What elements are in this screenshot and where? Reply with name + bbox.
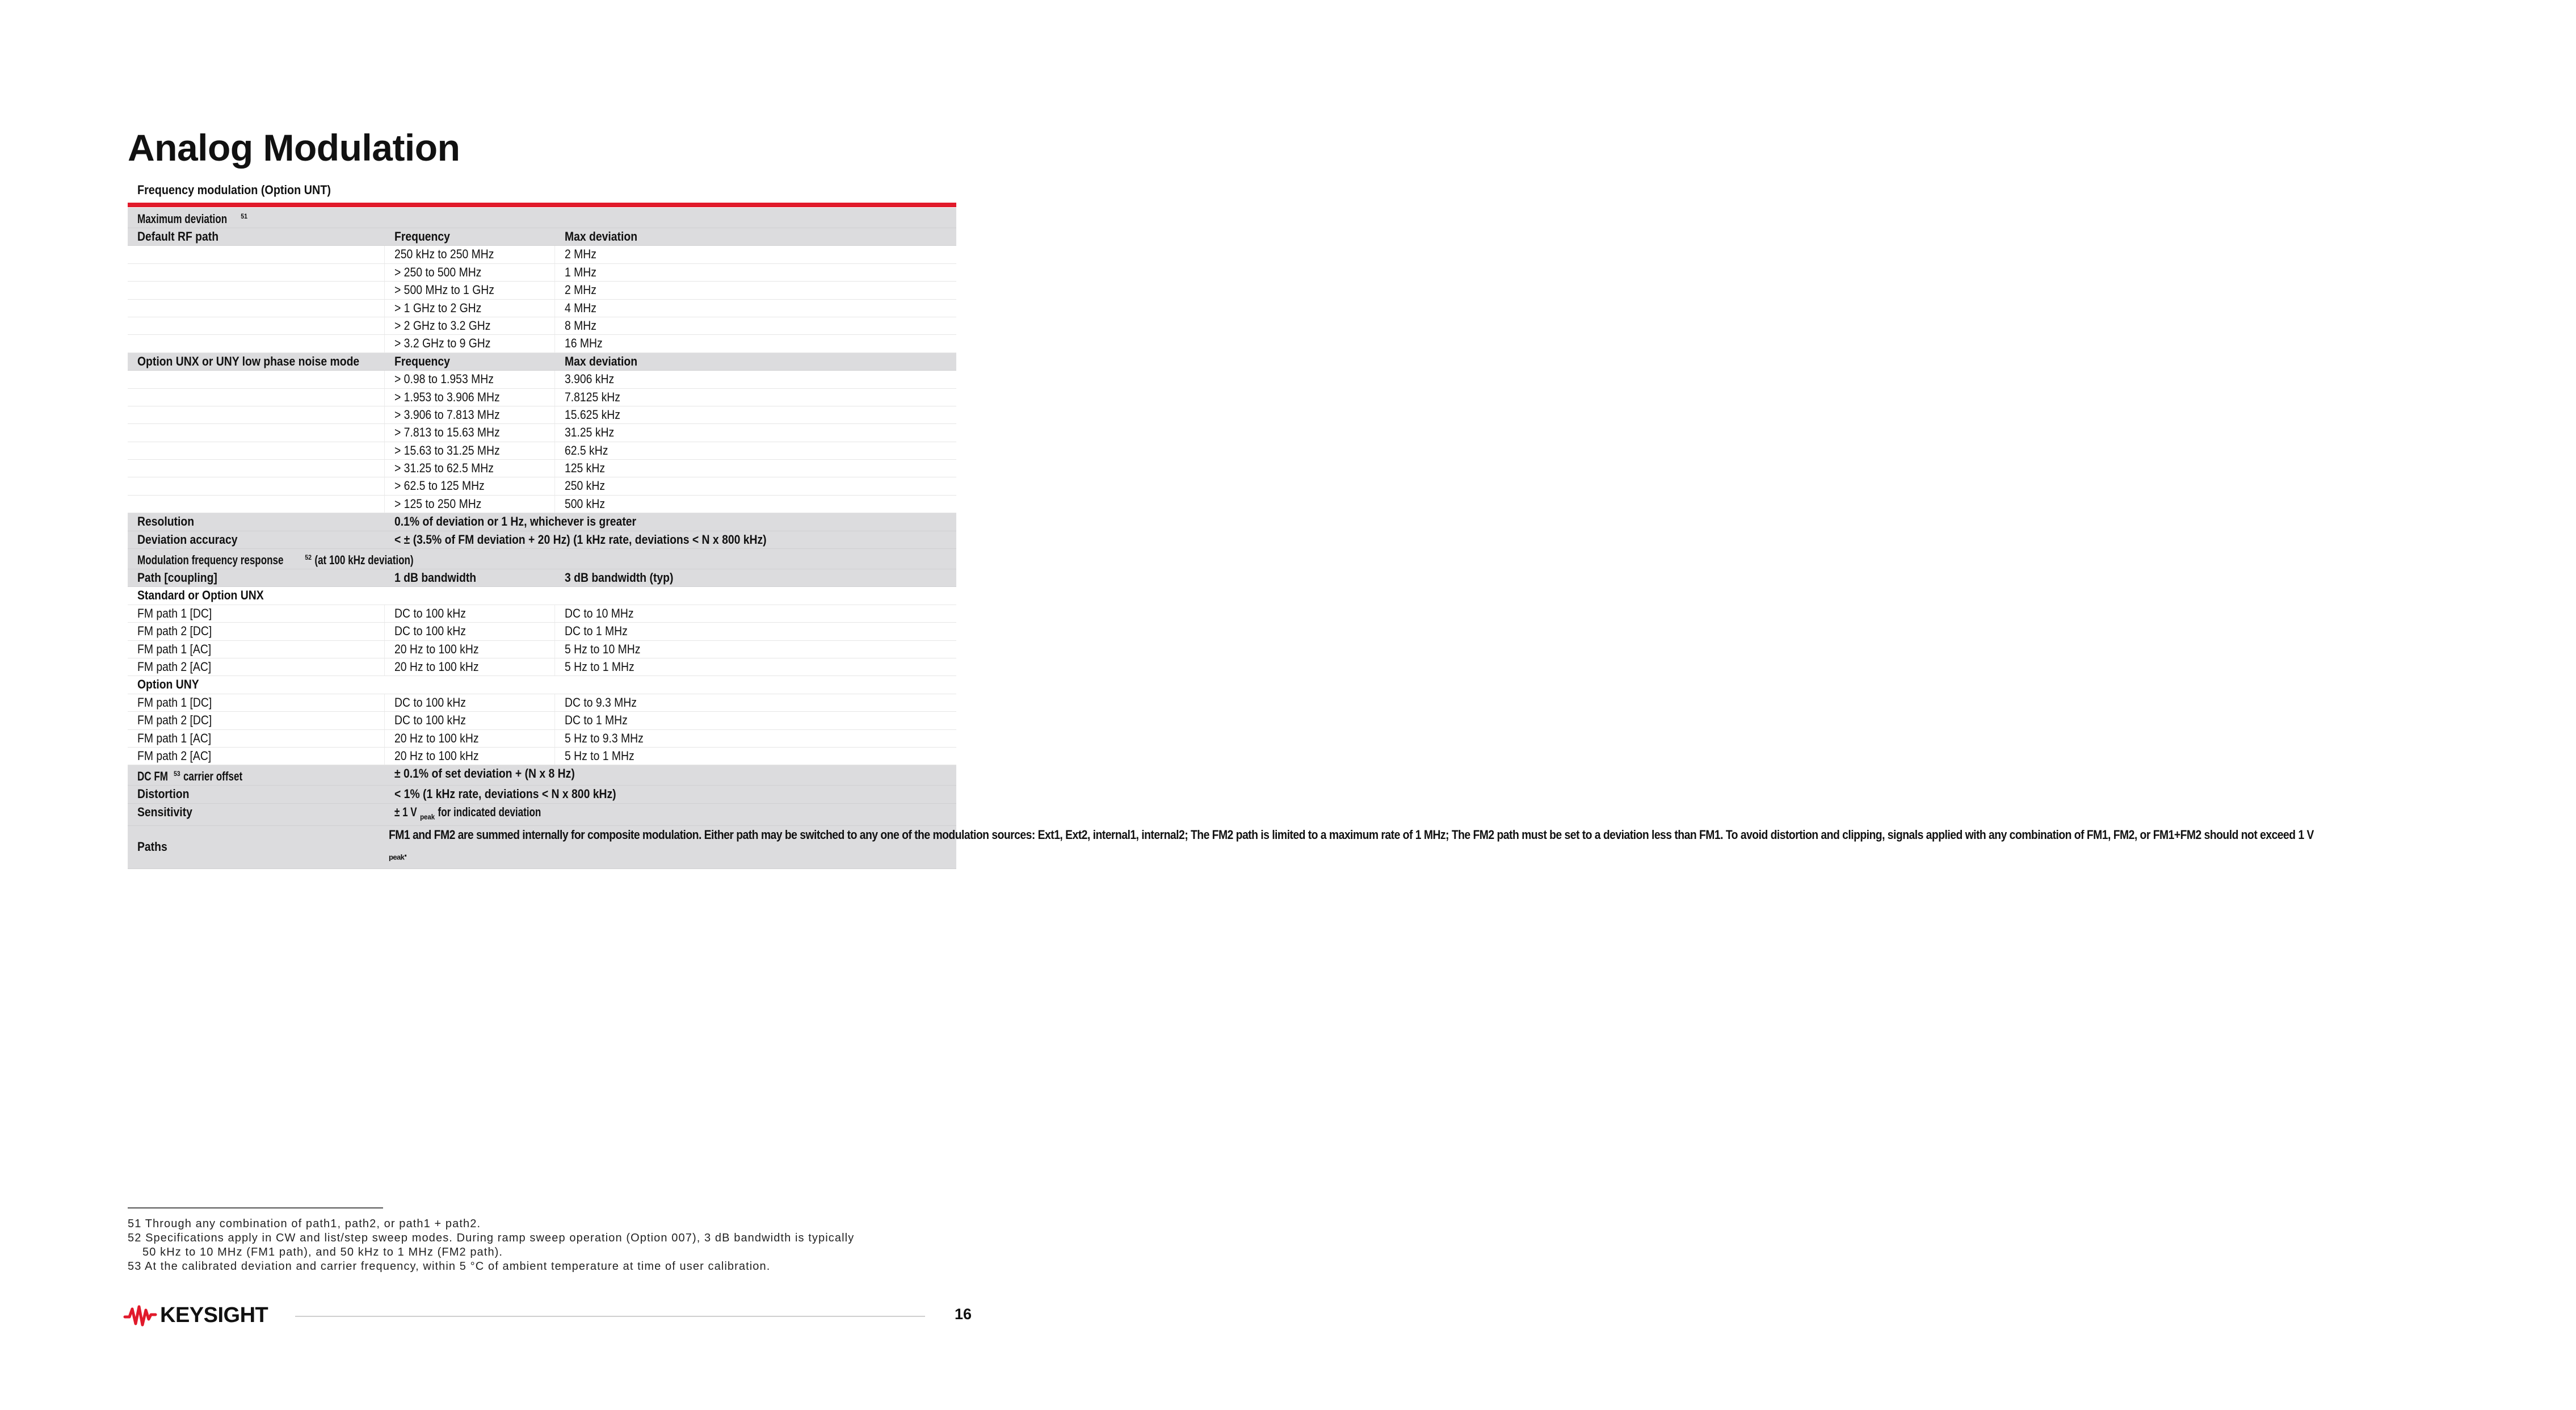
table-cell <box>128 406 385 423</box>
header-text: Option UNX or UNY low phase noise mode <box>137 354 360 368</box>
table-cell <box>555 442 956 459</box>
fm-path-row <box>128 712 956 729</box>
table-cell <box>385 496 555 513</box>
table-cell <box>555 389 956 406</box>
fm-path-name: FM path 2 [AC] <box>137 748 212 763</box>
spec-label: Sensitivity <box>137 804 192 819</box>
footnote-continuation: 50 kHz to 10 MHz (FM1 path), and 50 kHz to 1 MHz (FM2 path). <box>142 1246 503 1258</box>
max-deviation-value: 7.8125 kHz <box>565 389 620 404</box>
table-cell <box>555 658 956 675</box>
max-deviation-value: 1 MHz <box>565 265 596 279</box>
low-phase-noise-header <box>128 353 956 371</box>
table-cell <box>385 786 956 803</box>
table-cell <box>128 623 385 640</box>
sensitivity-row <box>128 804 956 826</box>
table-caption: Frequency modulation (Option UNT) <box>137 183 331 197</box>
bandwidth-1db: 20 Hz to 100 kHz <box>394 641 479 656</box>
table-cell <box>128 826 379 868</box>
bandwidth-3db: 5 Hz to 9.3 MHz <box>565 731 644 745</box>
max-deviation-value: 500 kHz <box>565 496 606 511</box>
header-text: Max deviation <box>565 229 638 244</box>
option-group-row <box>128 587 956 605</box>
low-phase-noise-row <box>128 442 956 460</box>
table-cell <box>555 353 956 370</box>
footnote-ref: 53 <box>173 770 180 778</box>
table-cell <box>128 658 385 675</box>
value-subscript: peak <box>420 812 435 821</box>
bandwidth-3db: DC to 9.3 MHz <box>565 695 637 710</box>
table-cell <box>128 694 385 711</box>
low-phase-noise-row <box>128 477 956 495</box>
footnote-ref: 52 <box>305 553 312 562</box>
table-cell <box>128 641 385 658</box>
table-cell <box>385 228 555 245</box>
max-deviation-value: 4 MHz <box>565 300 596 315</box>
table-cell <box>128 264 385 281</box>
max-deviation-label <box>137 208 247 228</box>
header-text: Path [coupling] <box>137 570 217 585</box>
table-cell <box>385 531 956 548</box>
table-cell <box>555 317 956 334</box>
table-cell <box>555 748 956 765</box>
table-cell <box>128 804 385 825</box>
table-cell <box>385 712 555 729</box>
fm-path-name: FM path 2 [AC] <box>137 659 212 674</box>
table-cell <box>385 353 555 370</box>
table-cell <box>128 389 385 406</box>
table-cell <box>555 406 956 423</box>
footnote-text: 52 Specifications apply in CW and list/step sweep modes. During ramp sweep operation (Option 007), 3 dB bandwidth is typically <box>128 1232 855 1244</box>
bandwidth-3db: 5 Hz to 1 MHz <box>565 659 634 674</box>
default-rf-row <box>128 317 956 335</box>
table-cell <box>555 282 956 299</box>
table-cell <box>385 335 555 352</box>
frequency-range: > 31.25 to 62.5 MHz <box>394 461 494 476</box>
table-cell <box>555 569 956 586</box>
paths-text: FM1 and FM2 are summed internally for composite modulation. Either path may be switched to any one of the modulation sources: Ext1, Ext2, internal1, internal2; The FM2 path is limited to a maximum rate of 1 MHz; The FM2 path must be set to a deviation less than FM1. To avoid distortion and clipping, signals applied with any combination of FM1, FM2, or FM1+FM2 should not exceed 1 V <box>389 828 2314 842</box>
table-cell <box>555 424 956 441</box>
header-text: Frequency <box>394 229 450 244</box>
table-cell <box>385 371 555 388</box>
table-cell <box>128 748 385 765</box>
table-cell <box>385 623 555 640</box>
brand-name: KEYSIGHT <box>160 1303 268 1327</box>
frequency-range: 250 kHz to 250 MHz <box>394 247 494 262</box>
table-cell <box>555 641 956 658</box>
bandwidth-1db: DC to 100 kHz <box>394 606 466 620</box>
table-cell <box>385 641 555 658</box>
table-cell <box>385 605 555 622</box>
mod-freq-response-row <box>128 549 956 569</box>
table-cell <box>385 513 956 530</box>
table-cell <box>555 300 956 317</box>
header-text: Max deviation <box>565 354 638 368</box>
label-text: Maximum deviation <box>137 212 228 226</box>
table-cell <box>128 353 385 370</box>
distortion-row <box>128 786 956 803</box>
max-deviation-value: 125 kHz <box>565 461 606 476</box>
spec-label: Paths <box>137 840 167 854</box>
table-cell <box>128 496 385 513</box>
fm-path-row <box>128 641 956 658</box>
page-title: Analog Modulation <box>128 127 460 169</box>
bandwidth-1db: 20 Hz to 100 kHz <box>394 731 479 745</box>
label-text: Modulation frequency response <box>137 553 284 568</box>
spec-table <box>128 208 2314 869</box>
footnote-rule <box>128 1207 383 1208</box>
table-cell <box>555 460 956 477</box>
bandwidth-1db: DC to 100 kHz <box>394 713 466 728</box>
default-rf-row <box>128 264 956 282</box>
dc-fm-label <box>137 765 250 785</box>
spec-value: < ± (3.5% of FM deviation + 20 Hz) (1 kHz rate, deviations < N x 800 kHz) <box>394 532 767 547</box>
low-phase-noise-row <box>128 406 956 424</box>
fm-path-name: FM path 1 [AC] <box>137 731 212 745</box>
table-cell <box>128 549 956 569</box>
max-deviation-value: 15.625 kHz <box>565 407 620 422</box>
max-deviation-value: 2 MHz <box>565 247 596 262</box>
spec-value: < 1% (1 kHz rate, deviations < N x 800 kHz) <box>394 787 616 801</box>
frequency-range: > 15.63 to 31.25 MHz <box>394 443 500 458</box>
table-cell <box>555 605 956 622</box>
option-group-name: Option UNY <box>137 677 199 692</box>
frequency-range: > 125 to 250 MHz <box>394 496 482 511</box>
footnote-text: 51 Through any combination of path1, path2, or path1 + path2. <box>128 1218 481 1230</box>
label-suffix: (at 100 kHz deviation) <box>314 553 414 568</box>
fm-path-row <box>128 748 956 765</box>
fm-path-name: FM path 1 [DC] <box>137 695 212 710</box>
bandwidth-1db: DC to 100 kHz <box>394 624 466 639</box>
table-cell <box>385 246 555 263</box>
table-cell <box>128 513 385 530</box>
table-cell <box>128 317 385 334</box>
frequency-range: > 7.813 to 15.63 MHz <box>394 425 500 440</box>
max-deviation-value: 2 MHz <box>565 283 596 297</box>
bandwidth-1db: DC to 100 kHz <box>394 695 466 710</box>
keysight-logo <box>124 1303 268 1328</box>
default-rf-path-header <box>128 228 956 246</box>
table-cell <box>555 246 956 263</box>
header-text: Frequency <box>394 354 450 368</box>
low-phase-noise-row <box>128 496 956 513</box>
frequency-range: > 62.5 to 125 MHz <box>394 479 485 493</box>
table-cell <box>385 748 555 765</box>
default-rf-row <box>128 335 956 352</box>
footnote-ref: 51 <box>241 212 248 220</box>
spec-value: 0.1% of deviation or 1 Hz, whichever is greater <box>394 514 637 529</box>
table-cell <box>385 765 956 785</box>
table-cell <box>385 442 555 459</box>
table-cell <box>555 335 956 352</box>
fm-path-row <box>128 658 956 676</box>
paths-description <box>389 826 2314 868</box>
default-rf-row <box>128 300 956 317</box>
bandwidth-3db: DC to 1 MHz <box>565 713 628 728</box>
max-deviation-value: 31.25 kHz <box>565 425 615 440</box>
max-deviation-value: 16 MHz <box>565 336 603 351</box>
table-cell <box>385 264 555 281</box>
table-cell <box>128 371 385 388</box>
table-cell <box>128 712 385 729</box>
table-cell <box>128 765 385 785</box>
table-cell <box>128 730 385 747</box>
table-cell <box>385 460 555 477</box>
max-deviation-row <box>128 208 956 228</box>
paths-row <box>128 826 2314 868</box>
fm-path-name: FM path 1 [DC] <box>137 606 212 620</box>
header-text: Default RF path <box>137 229 219 244</box>
table-cell <box>128 424 385 441</box>
fm-path-row <box>128 694 956 712</box>
footer-rule <box>295 1316 925 1317</box>
table-cell <box>128 300 385 317</box>
bandwidth-3db: DC to 1 MHz <box>565 624 628 639</box>
table-cell <box>128 442 385 459</box>
table-cell <box>128 460 385 477</box>
table-cell <box>128 228 385 245</box>
low-phase-noise-row <box>128 371 956 388</box>
spec-label: Resolution <box>137 514 195 529</box>
frequency-range: > 0.98 to 1.953 MHz <box>394 372 494 387</box>
table-cell <box>128 587 956 604</box>
label-text: carrier offset <box>183 769 243 784</box>
footnote-text: 53 At the calibrated deviation and carrier frequency, within 5 °C of ambient temperature at time of user calibration. <box>128 1260 771 1273</box>
table-cell <box>128 282 385 299</box>
caption-red-rule <box>128 203 956 207</box>
bandwidth-3db: 5 Hz to 10 MHz <box>565 641 641 656</box>
table-cell <box>128 786 385 803</box>
resolution-row <box>128 513 956 531</box>
table-cell <box>385 658 555 675</box>
spec-label: Deviation accuracy <box>137 532 238 547</box>
bandwidth-1db: 20 Hz to 100 kHz <box>394 748 479 763</box>
table-cell <box>385 804 956 825</box>
table-cell <box>385 406 555 423</box>
table-cell <box>385 282 555 299</box>
bandwidth-1db: 20 Hz to 100 kHz <box>394 659 479 674</box>
label-text: DC FM <box>137 769 168 784</box>
low-phase-noise-row <box>128 389 956 406</box>
low-phase-noise-row <box>128 424 956 442</box>
table-cell <box>555 712 956 729</box>
frequency-range: > 1 GHz to 2 GHz <box>394 300 482 315</box>
table-cell <box>555 228 956 245</box>
value-text: for indicated deviation <box>438 804 541 819</box>
table-cell <box>128 246 385 263</box>
table-cell <box>385 389 555 406</box>
max-deviation-value: 250 kHz <box>565 479 606 493</box>
max-deviation-value: 8 MHz <box>565 318 596 333</box>
table-cell <box>385 730 555 747</box>
option-group-row <box>128 676 956 694</box>
table-cell <box>128 531 385 548</box>
frequency-range: > 1.953 to 3.906 MHz <box>394 389 500 404</box>
fm-path-name: FM path 1 [AC] <box>137 641 212 656</box>
max-deviation-value: 3.906 kHz <box>565 372 615 387</box>
dc-fm-row <box>128 765 956 786</box>
table-cell <box>128 335 385 352</box>
table-cell <box>128 208 956 228</box>
table-cell <box>385 317 555 334</box>
header-text: 3 dB bandwidth (typ) <box>565 570 674 585</box>
table-cell <box>555 371 956 388</box>
deviation-accuracy-row <box>128 531 956 549</box>
frequency-range: > 500 MHz to 1 GHz <box>394 283 494 297</box>
table-cell <box>385 569 555 586</box>
table-cell <box>555 694 956 711</box>
fm-path-name: FM path 2 [DC] <box>137 624 212 639</box>
low-phase-noise-row <box>128 460 956 477</box>
paths-subscript: peak <box>389 853 405 861</box>
table-cell <box>128 605 385 622</box>
frequency-range: > 250 to 500 MHz <box>394 265 482 279</box>
table-cell <box>128 569 385 586</box>
table-cell <box>128 676 956 693</box>
value-text: ± 1 V <box>394 804 417 819</box>
header-text: 1 dB bandwidth <box>394 570 477 585</box>
bandwidth-3db: DC to 10 MHz <box>565 606 634 620</box>
spec-value: ± 0.1% of set deviation + (N x 8 Hz) <box>394 766 575 781</box>
path-coupling-header <box>128 569 956 587</box>
table-cell <box>379 826 2314 868</box>
option-group-name: Standard or Option UNX <box>137 588 264 603</box>
footnotes <box>128 1217 956 1274</box>
table-cell <box>555 730 956 747</box>
keysight-wave-icon <box>124 1304 157 1327</box>
fm-path-row <box>128 730 956 748</box>
paths-text-end: . <box>404 845 407 859</box>
default-rf-row <box>128 282 956 299</box>
table-cell <box>385 424 555 441</box>
fm-path-row <box>128 623 956 640</box>
default-rf-row <box>128 246 956 263</box>
table-cell <box>128 477 385 494</box>
frequency-range: > 3.2 GHz to 9 GHz <box>394 336 491 351</box>
table-cell <box>385 477 555 494</box>
table-cell <box>385 694 555 711</box>
mod-freq-response-label <box>137 549 427 569</box>
sensitivity-value <box>394 804 555 825</box>
page-number: 16 <box>955 1306 972 1323</box>
table-cell <box>555 496 956 513</box>
frequency-range: > 3.906 to 7.813 MHz <box>394 407 500 422</box>
table-cell <box>555 477 956 494</box>
max-deviation-value: 62.5 kHz <box>565 443 608 458</box>
table-cell <box>555 623 956 640</box>
table-cell <box>385 300 555 317</box>
frequency-range: > 2 GHz to 3.2 GHz <box>394 318 491 333</box>
bandwidth-3db: 5 Hz to 1 MHz <box>565 748 634 763</box>
fm-path-row <box>128 605 956 623</box>
spec-label: Distortion <box>137 787 190 801</box>
fm-path-name: FM path 2 [DC] <box>137 713 212 728</box>
table-cell <box>555 264 956 281</box>
